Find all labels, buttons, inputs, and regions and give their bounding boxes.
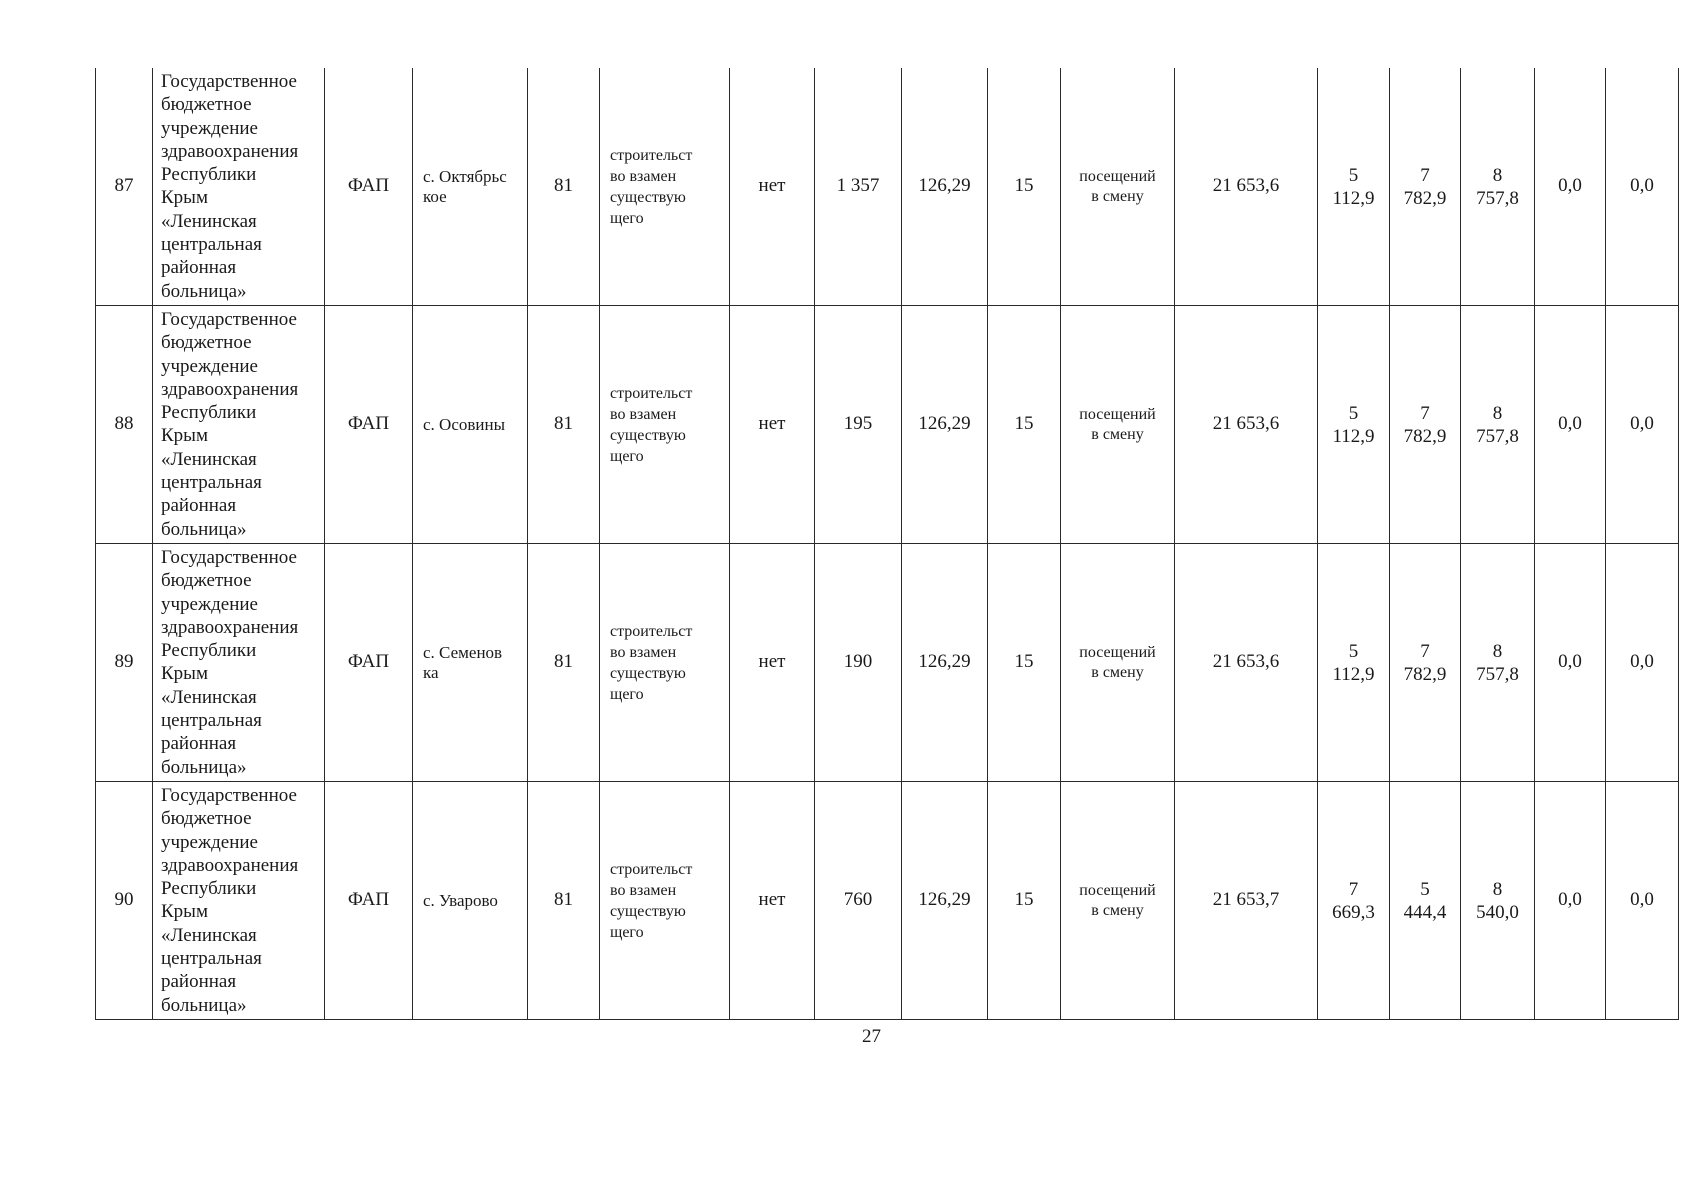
organization-line: учреждение: [161, 831, 258, 853]
existing-building-cell: нет: [730, 782, 815, 1020]
year4-cost-cell: 0,0: [1535, 306, 1606, 544]
work-type-line: щего: [610, 447, 644, 465]
work-type-line: существую: [610, 664, 686, 682]
organization-line: Республики: [161, 878, 257, 900]
capacity-unit-cell: [1061, 782, 1175, 1020]
total-cost-cell: 21 653,7: [1175, 782, 1318, 1020]
year1-cost-line: 5: [1348, 640, 1359, 662]
organization-line: Республики: [161, 402, 257, 424]
code-cell: 81: [528, 782, 600, 1020]
table-row: [96, 68, 1679, 306]
year2-cost-cell: [1390, 306, 1461, 544]
year1-cost-line: 112,9: [1332, 425, 1375, 447]
organization-cell: [153, 544, 325, 782]
area-cell: 126,29: [902, 68, 988, 306]
organization-cell: [153, 782, 325, 1020]
organization-line: бюджетное: [161, 808, 252, 830]
row-number-cell: 89: [96, 544, 153, 782]
page-number: 27: [862, 1026, 881, 1047]
area-cell: 126,29: [902, 782, 988, 1020]
organization-line: больница»: [161, 994, 247, 1016]
organization-line: центральная: [161, 710, 262, 732]
year5-cost-cell: 0,0: [1606, 68, 1679, 306]
organization-line: Государственное: [161, 785, 297, 806]
organization-line: Государственное: [161, 309, 297, 330]
year5-cost-cell: 0,0: [1606, 782, 1679, 1020]
work-type-line: щего: [610, 685, 644, 703]
organization-cell: [153, 68, 325, 306]
year2-cost-line: 7: [1420, 164, 1430, 186]
row-number-cell: 87: [96, 68, 153, 306]
organization-line: больница»: [161, 756, 247, 778]
organization-line: районная: [161, 733, 237, 755]
capacity-unit-line: посещений: [1079, 405, 1156, 423]
organization-line: центральная: [161, 948, 262, 970]
work-type-line: строительст: [610, 384, 693, 402]
year3-cost-line: 8: [1492, 402, 1503, 424]
organization-line: «Ленинская: [161, 686, 257, 708]
organization-line: центральная: [161, 472, 262, 494]
facility-type-cell: ФАП: [325, 68, 413, 306]
work-type-line: существую: [610, 902, 686, 920]
year2-cost-cell: [1390, 544, 1461, 782]
work-type-cell: [600, 68, 730, 306]
organization-line: Республики: [161, 164, 257, 186]
locality-cell: [413, 306, 528, 544]
locality-line: с. Осовины: [423, 414, 506, 434]
locality-cell: [413, 544, 528, 782]
work-type-cell: [600, 544, 730, 782]
year2-cost-line: 782,9: [1403, 187, 1447, 209]
year2-cost-line: 782,9: [1403, 663, 1447, 685]
organization-line: центральная: [161, 234, 262, 256]
capacity-unit-line: в смену: [1091, 663, 1144, 681]
work-type-line: во взамен: [610, 881, 677, 899]
year3-cost-cell: [1461, 782, 1535, 1020]
locality-line: с. Семенов: [423, 642, 503, 662]
capacity-unit-line: посещений: [1079, 167, 1156, 185]
area-cell: 126,29: [902, 544, 988, 782]
existing-building-cell: нет: [730, 544, 815, 782]
year2-cost-line: 5: [1420, 878, 1430, 900]
organization-line: Крым: [161, 663, 208, 685]
work-type-line: во взамен: [610, 405, 677, 423]
year5-cost-cell: 0,0: [1606, 306, 1679, 544]
facility-type-cell: ФАП: [325, 782, 413, 1020]
organization-line: здравоохранения: [161, 378, 299, 400]
organization-line: «Ленинская: [161, 924, 257, 946]
locality-cell: [413, 68, 528, 306]
capacity-cell: 15: [988, 544, 1061, 782]
organization-line: районная: [161, 495, 237, 517]
capacity-unit-cell: [1061, 544, 1175, 782]
area-cell: 126,29: [902, 306, 988, 544]
facility-type-cell: ФАП: [325, 306, 413, 544]
year4-cost-cell: 0,0: [1535, 782, 1606, 1020]
locality-cell: [413, 782, 528, 1020]
population-cell: 1 357: [815, 68, 902, 306]
existing-building-cell: нет: [730, 68, 815, 306]
work-type-line: во взамен: [610, 643, 677, 661]
capacity-unit-line: посещений: [1079, 643, 1156, 661]
organization-line: районная: [161, 257, 237, 279]
year3-cost-line: 8: [1492, 878, 1503, 900]
year5-cost-cell: 0,0: [1606, 544, 1679, 782]
organization-line: Государственное: [161, 547, 297, 568]
capacity-cell: 15: [988, 68, 1061, 306]
work-type-line: во взамен: [610, 167, 677, 185]
table-row: [96, 544, 1679, 782]
existing-building-cell: нет: [730, 306, 815, 544]
population-cell: 195: [815, 306, 902, 544]
year3-cost-line: 540,0: [1476, 901, 1519, 923]
organization-line: больница»: [161, 280, 247, 302]
total-cost-cell: 21 653,6: [1175, 544, 1318, 782]
capacity-cell: 15: [988, 306, 1061, 544]
organization-line: бюджетное: [161, 94, 252, 116]
organization-line: бюджетное: [161, 332, 252, 354]
year2-cost-line: 782,9: [1403, 425, 1447, 447]
year4-cost-cell: 0,0: [1535, 68, 1606, 306]
year2-cost-cell: [1390, 68, 1461, 306]
year1-cost-line: 669,3: [1332, 901, 1375, 923]
year1-cost-line: 112,9: [1332, 663, 1375, 685]
organization-line: Крым: [161, 901, 208, 923]
year4-cost-cell: 0,0: [1535, 544, 1606, 782]
work-type-line: строительст: [610, 622, 693, 640]
capacity-unit-cell: [1061, 306, 1175, 544]
capacity-unit-line: в смену: [1091, 901, 1144, 919]
work-type-line: существую: [610, 426, 686, 444]
organization-line: больница»: [161, 518, 247, 540]
work-type-line: строительст: [610, 146, 693, 164]
row-number-cell: 88: [96, 306, 153, 544]
capacity-unit-line: в смену: [1091, 187, 1144, 205]
total-cost-cell: 21 653,6: [1175, 68, 1318, 306]
year3-cost-line: 757,8: [1476, 425, 1519, 447]
table-row: [96, 782, 1679, 1020]
capacity-unit-line: посещений: [1079, 881, 1156, 899]
organization-line: Крым: [161, 187, 208, 209]
capacity-cell: 15: [988, 782, 1061, 1020]
year1-cost-line: 7: [1348, 878, 1359, 900]
year3-cost-line: 757,8: [1476, 187, 1519, 209]
organization-line: районная: [161, 971, 237, 993]
organization-line: «Ленинская: [161, 448, 257, 470]
year1-cost-line: 5: [1348, 402, 1359, 424]
year3-cost-line: 8: [1492, 640, 1503, 662]
organization-line: здравоохранения: [161, 140, 299, 162]
locality-line: с. Уварово: [423, 890, 498, 910]
year2-cost-line: 7: [1420, 640, 1430, 662]
organization-line: Республики: [161, 640, 257, 662]
year1-cost-cell: [1318, 306, 1390, 544]
work-type-line: существую: [610, 188, 686, 206]
year1-cost-cell: [1318, 782, 1390, 1020]
code-cell: 81: [528, 306, 600, 544]
capacity-unit-line: в смену: [1091, 425, 1144, 443]
year3-cost-line: 757,8: [1476, 663, 1519, 685]
population-cell: 190: [815, 544, 902, 782]
work-type-line: щего: [610, 923, 644, 941]
year3-cost-cell: [1461, 306, 1535, 544]
year1-cost-cell: [1318, 68, 1390, 306]
locality-line: ка: [423, 662, 439, 682]
work-type-line: щего: [610, 209, 644, 227]
year2-cost-line: 7: [1420, 402, 1430, 424]
organization-line: учреждение: [161, 593, 258, 615]
year1-cost-line: 112,9: [1332, 187, 1375, 209]
organization-line: учреждение: [161, 355, 258, 377]
work-type-cell: [600, 782, 730, 1020]
facility-table: [95, 68, 1679, 1020]
facility-type-cell: ФАП: [325, 544, 413, 782]
organization-line: Крым: [161, 425, 208, 447]
work-type-line: строительст: [610, 860, 693, 878]
organization-cell: [153, 306, 325, 544]
code-cell: 81: [528, 544, 600, 782]
organization-line: «Ленинская: [161, 210, 257, 232]
year3-cost-line: 8: [1492, 164, 1503, 186]
year1-cost-cell: [1318, 544, 1390, 782]
year3-cost-cell: [1461, 68, 1535, 306]
locality-line: кое: [423, 186, 447, 206]
table-row: [96, 306, 1679, 544]
year2-cost-line: 444,4: [1403, 901, 1447, 923]
organization-line: Государственное: [161, 71, 297, 92]
organization-line: здравоохранения: [161, 854, 299, 876]
organization-line: здравоохранения: [161, 616, 299, 638]
organization-line: бюджетное: [161, 570, 252, 592]
population-cell: 760: [815, 782, 902, 1020]
capacity-unit-cell: [1061, 68, 1175, 306]
year1-cost-line: 5: [1348, 164, 1359, 186]
year3-cost-cell: [1461, 544, 1535, 782]
locality-line: с. Октябрьс: [423, 166, 507, 186]
organization-line: учреждение: [161, 117, 258, 139]
row-number-cell: 90: [96, 782, 153, 1020]
total-cost-cell: 21 653,6: [1175, 306, 1318, 544]
year2-cost-cell: [1390, 782, 1461, 1020]
work-type-cell: [600, 306, 730, 544]
code-cell: 81: [528, 68, 600, 306]
